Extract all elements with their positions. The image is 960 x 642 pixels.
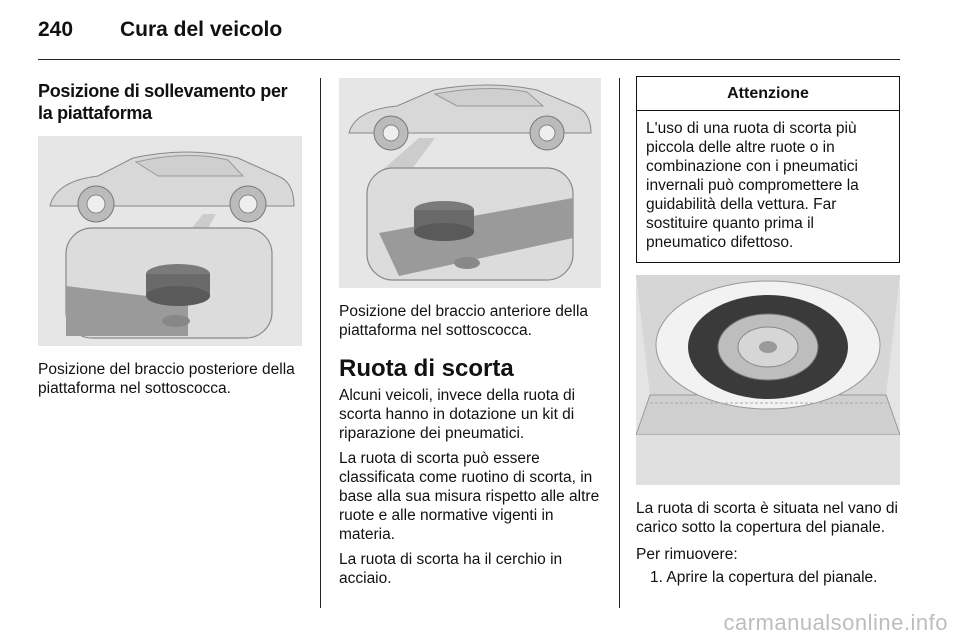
paragraph-3: La ruota di scorta ha il cerchio in acciaio. [339,551,563,587]
paragraph-1: Alcuni veicoli, invece della ruota di scorta hanno in dotazione un kit di riparazione dei pneumatici. [339,387,576,442]
front-arm-lift-illustration [339,78,601,288]
front-arm-caption: Posizione del braccio anteriore della piattaforma nel sottoscocca. [339,303,589,339]
section-heading-spare-wheel: Ruota di scorta [339,355,514,382]
spare-wheel-caption: La ruota di scorta è situata nel vano di carico sotto la copertura del pianale. [636,500,898,536]
spare-wheel-svg [636,275,900,485]
warning-box [636,76,900,263]
column-2 [339,78,605,588]
page-number: 240 [38,18,74,41]
column-divider-2 [619,78,620,608]
front-arm-lift-svg [339,78,601,288]
rear-arm-lift-illustration [38,136,302,346]
watermark: carmanualsonline.info [723,610,948,635]
spare-wheel-illustration [636,275,900,485]
rear-arm-lift-svg [38,136,302,346]
rear-arm-caption: Posizione del braccio posteriore della piattaforma nel sottoscocca. [38,361,295,397]
page-title: Cura del veicolo [120,18,283,41]
warning-text: L'uso di una ruota di scorta più piccola delle altre ruote o in combinazione con i pneumatici invernali può compromettere la guidabilità della vettura. Far sostituire quanto prima il pneumatico difettoso. [646,120,859,251]
column-1 [38,80,306,398]
step-1: 1. Aprire la copertura del pianale. [650,569,878,586]
section-heading-lift-position: Posizione di sollevamento per la piattaforma [38,81,288,123]
paragraph-2: La ruota di scorta può essere classificata come ruotino di scorta, in base alla sua misura rispetto alle altre ruote e alle normative vigenti in materia. [339,450,600,543]
column-3 [636,76,900,587]
column-divider-1 [320,78,321,608]
header-divider [38,59,900,60]
warning-title: Attenzione [637,77,899,111]
remove-intro: Per rimuovere: [636,546,738,563]
